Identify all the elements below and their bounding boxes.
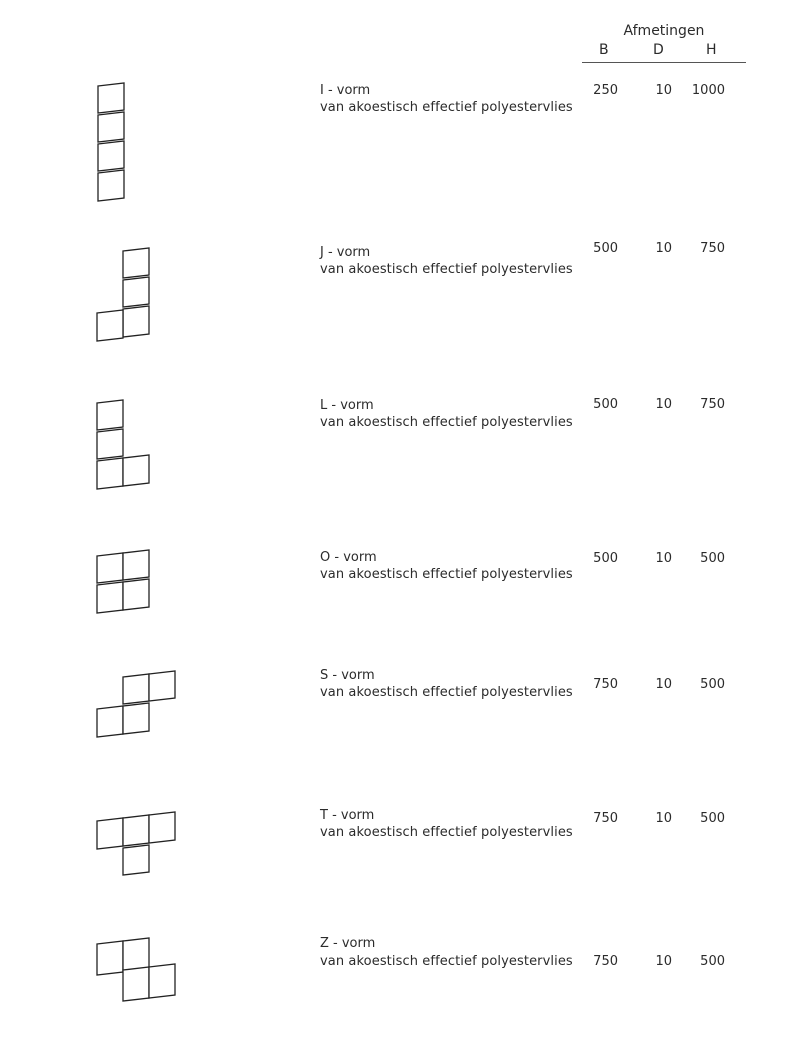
- height-value: 1000: [691, 83, 725, 98]
- depth-value: 10: [655, 241, 672, 256]
- product-row-o: [0, 548, 800, 678]
- o-shape-icon: [88, 548, 188, 678]
- dimensions-title: Afmetingen: [623, 23, 705, 39]
- i-shape-icon: [88, 80, 188, 210]
- product-name: O - vorm: [320, 550, 377, 565]
- product-material: van akoestisch effectief polyestervlies: [320, 415, 573, 430]
- width-value: 500: [593, 241, 618, 256]
- s-shape-icon: [88, 666, 188, 796]
- j-shape-icon: [88, 240, 188, 370]
- product-material: van akoestisch effectief polyestervlies: [320, 825, 573, 840]
- product-material: van akoestisch effectief polyestervlies: [320, 685, 573, 700]
- product-row-j: [0, 240, 800, 370]
- depth-value: 10: [655, 551, 672, 566]
- column-d-header: D: [653, 42, 664, 58]
- z-shape-icon: [88, 934, 188, 1064]
- width-value: 750: [593, 954, 618, 969]
- depth-value: 10: [655, 954, 672, 969]
- width-value: 250: [593, 83, 618, 98]
- product-name: T - vorm: [320, 808, 375, 823]
- height-value: 500: [700, 551, 725, 566]
- product-material: van akoestisch effectief polyestervlies: [320, 567, 573, 582]
- product-material: van akoestisch effectief polyestervlies: [320, 954, 573, 969]
- product-name: L - vorm: [320, 398, 374, 413]
- product-name: Z - vorm: [320, 936, 376, 951]
- width-value: 750: [593, 811, 618, 826]
- product-name: J - vorm: [320, 245, 371, 260]
- width-value: 500: [593, 551, 618, 566]
- depth-value: 10: [655, 811, 672, 826]
- height-value: 750: [700, 241, 725, 256]
- height-value: 750: [700, 397, 725, 412]
- dimensions-header: [582, 22, 746, 63]
- depth-value: 10: [655, 83, 672, 98]
- product-name: S - vorm: [320, 668, 375, 683]
- product-material: van akoestisch effectief polyestervlies: [320, 100, 573, 115]
- width-value: 750: [593, 677, 618, 692]
- t-shape-icon: [88, 806, 188, 936]
- product-row-l: [0, 396, 800, 526]
- column-b-header: B: [599, 42, 609, 58]
- height-value: 500: [700, 677, 725, 692]
- depth-value: 10: [655, 397, 672, 412]
- height-value: 500: [700, 954, 725, 969]
- height-value: 500: [700, 811, 725, 826]
- product-row-i: [0, 80, 800, 210]
- column-h-header: H: [706, 42, 717, 58]
- product-row-z: [0, 934, 800, 1064]
- product-name: I - vorm: [320, 83, 371, 98]
- l-shape-icon: [88, 396, 188, 526]
- product-row-s: [0, 666, 800, 796]
- product-row-t: [0, 806, 800, 936]
- width-value: 500: [593, 397, 618, 412]
- product-material: van akoestisch effectief polyestervlies: [320, 262, 573, 277]
- depth-value: 10: [655, 677, 672, 692]
